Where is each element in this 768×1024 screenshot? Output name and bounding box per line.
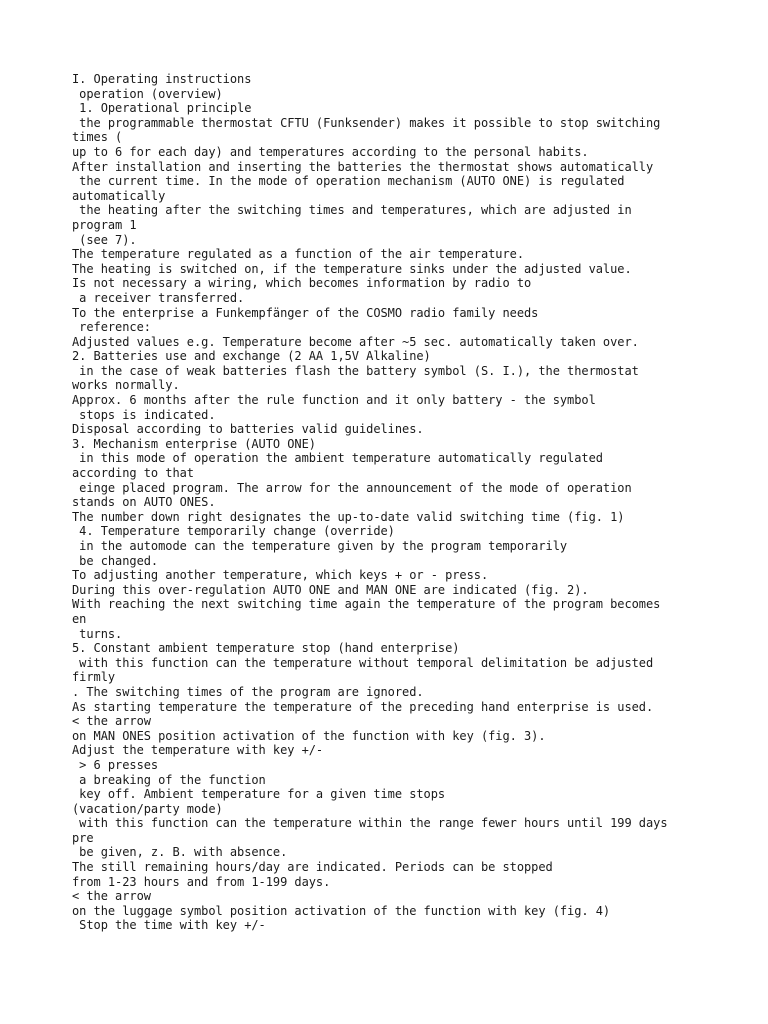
document-line: in the case of weak batteries flash the battery symbol (S. I.), the thermostat	[72, 363, 639, 378]
document-line: from 1-23 hours and from 1-199 days.	[72, 874, 331, 889]
document-line: with this function can the temperature within the range fewer hours until 199 days	[72, 816, 668, 831]
document-line: < the arrow	[72, 889, 151, 904]
document-line: on MAN ONES position activation of the function with key (fig. 3).	[72, 728, 546, 743]
document-line: on the luggage symbol position activation of the function with key (fig. 4)	[72, 903, 611, 918]
document-line: operation (overview)	[72, 86, 223, 101]
document-line: To adjusting another temperature, which keys + or - press.	[72, 568, 489, 583]
document-line: stands on AUTO ONES.	[72, 495, 216, 510]
document-line: the heating after the switching times and temperatures, which are adjusted in	[72, 203, 632, 218]
document-line: > 6 presses	[72, 757, 159, 772]
document-line: . The switching times of the program are ignored.	[72, 684, 424, 699]
document-line: As starting temperature the temperature of the preceding hand enterprise is used.	[72, 699, 654, 714]
document-line: Stop the time with key +/-	[72, 918, 266, 933]
document-line: 5. Constant ambient temperature stop (hand enterprise)	[72, 641, 460, 656]
document-line: I. Operating instructions	[72, 72, 252, 86]
document-line: The number down right designates the up-to-date valid switching time (fig. 1)	[72, 509, 625, 524]
document-line: the current time. In the mode of operation mechanism (AUTO ONE) is regulated	[72, 174, 625, 189]
document-line: To the enterprise a Funkempfänger of the COSMO radio family needs	[72, 305, 539, 320]
document-line: in the automode can the temperature given by the program temporarily	[72, 539, 568, 553]
document-line: With reaching the next switching time again the temperature of the program becomes	[72, 597, 661, 612]
document-line: Is not necessary a wiring, which becomes information by radio to	[72, 276, 532, 291]
document-line: (see 7).	[72, 232, 137, 247]
document-line: Disposal according to batteries valid guidelines.	[72, 422, 424, 437]
document-line: After installation and inserting the batteries the thermostat shows automatically	[72, 159, 654, 174]
document-line: a receiver transferred.	[72, 290, 245, 305]
document-line: program 1	[72, 217, 137, 232]
document-line: 4. Temperature temporarily change (override)	[72, 524, 395, 539]
document-line: up to 6 for each day) and temperatures according to the personal habits.	[72, 144, 589, 159]
document-line: works normally.	[72, 378, 180, 393]
document-line: stops is indicated.	[72, 407, 216, 422]
document-line: 3. Mechanism enterprise (AUTO ONE)	[72, 436, 316, 451]
document-line: During this over-regulation AUTO ONE and MAN ONE are indicated (fig. 2).	[72, 582, 589, 597]
document-line: Adjusted values e.g. Temperature become after ~5 sec. automatically taken over.	[72, 334, 639, 349]
document-line: The temperature regulated as a function of the air temperature.	[72, 247, 525, 262]
document-line: in this mode of operation the ambient temperature automatically regulated	[72, 451, 603, 466]
document-line: Adjust the temperature with key +/-	[72, 743, 324, 758]
document-line: (vacation/party mode)	[72, 801, 223, 816]
document-line: pre	[72, 830, 94, 845]
document-line: 1. Operational principle	[72, 101, 252, 116]
document-line: times (	[72, 130, 123, 145]
document-line: 2. Batteries use and exchange (2 AA 1,5V Alkaline)	[72, 349, 431, 364]
document-line: automatically	[72, 188, 166, 203]
document-line: turns.	[72, 626, 123, 641]
document-line: The heating is switched on, if the temperature sinks under the adjusted value.	[72, 261, 632, 276]
document-line: < the arrow	[72, 714, 151, 729]
document-line: key off. Ambient temperature for a given time stops	[72, 787, 446, 802]
document-line: a breaking of the function	[72, 772, 266, 787]
document-line: Approx. 6 months after the rule function and it only battery - the symbol	[72, 393, 596, 408]
document-line: according to that	[72, 466, 194, 481]
document-line: The still remaining hours/day are indicated. Periods can be stopped	[72, 860, 553, 875]
document-line: en	[72, 611, 87, 626]
document-line: einge placed program. The arrow for the announcement of the mode of operation	[72, 480, 632, 495]
document-line: reference:	[72, 320, 151, 335]
document-line: be given, z. B. with absence.	[72, 845, 288, 860]
document-line: firmly	[72, 670, 116, 685]
document-line: with this function can the temperature without temporal delimitation be adjusted	[72, 655, 654, 670]
document-line: be changed.	[72, 553, 159, 568]
document-line: the programmable thermostat CFTU (Funksender) makes it possible to stop switching	[72, 115, 661, 130]
document-body-text	[72, 72, 712, 933]
